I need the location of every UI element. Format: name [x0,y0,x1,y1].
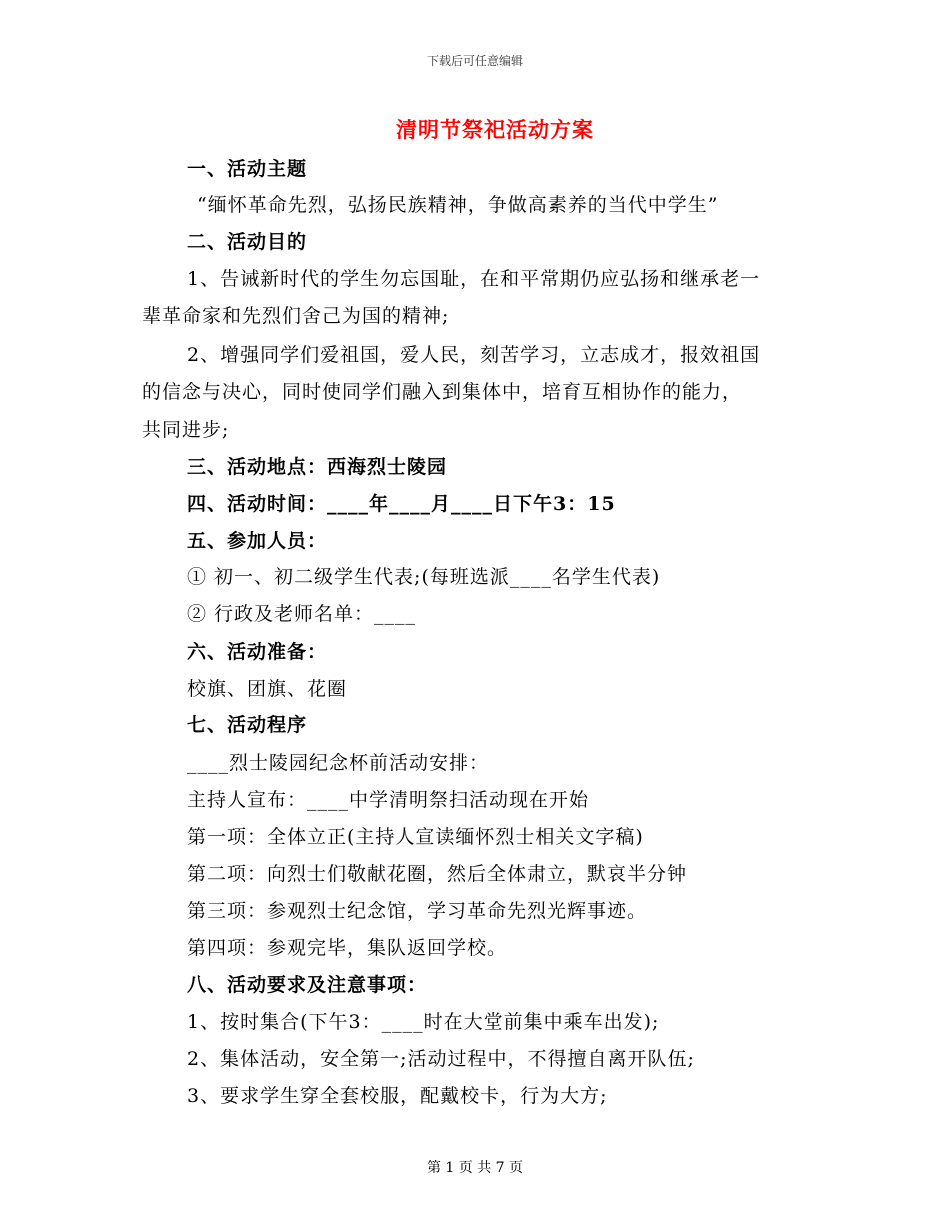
section-8-line-2: 2、集体活动，安全第一;活动过程中，不得擅自离开队伍; [187,1048,695,1070]
section-5-item-2: ② 行政及老师名单：____ [187,603,417,625]
section-3-location: 三、活动地点：西海烈士陵园 [187,456,448,478]
section-1-theme-text: “缅怀革命先烈，弘扬民族精神，争做高素养的当代中学生” [197,194,719,216]
section-6-text: 校旗、团旗、花圈 [187,678,348,700]
page-header-note: 下载后可任意编辑 [426,54,523,68]
section-7-line-1: ____烈士陵园纪念杯前活动安排： [187,752,490,774]
document-title: 清明节祭祀活动方案 [396,117,594,142]
section-1-heading: 一、活动主题 [187,158,308,180]
section-7-line-3: 第一项：全体立正(主持人宣读缅怀烈士相关文字稿) [187,826,644,848]
section-7-line-4: 第二项：向烈士们敬献花圈，然后全体肃立，默哀半分钟 [187,863,688,885]
section-7-line-5: 第三项：参观烈士纪念馆，学习革命先烈光辉事迹。 [187,900,648,922]
section-8-line-3: 3、要求学生穿全套校服，配戴校卡，行为大方; [187,1085,608,1107]
page-footer-page-number: 第 1 页 共 7 页 [426,1160,524,1176]
section-7-line-6: 第四项：参观完毕，集队返回学校。 [187,937,508,959]
section-2-para-2-line-2: 的信念与决心，同时使同学们融入到集体中，培育互相协作的能力， [142,381,743,403]
section-2-para-1-line-1: 1、告诫新时代的学生勿忘国耻，在和平常期仍应弘扬和继承老一 [187,268,761,290]
section-8-line-1: 1、按时集合(下午3：____时在大堂前集中乘车出发); [187,1011,660,1033]
section-5-item-1: ① 初一、初二级学生代表;(每班选派____名学生代表) [187,566,661,588]
section-2-para-1-line-2: 辈革命家和先烈们舍己为国的精神; [142,305,450,327]
section-4-time: 四、活动时间：____年____月____日下午3：15 [187,493,616,515]
section-7-heading: 七、活动程序 [187,714,308,736]
section-8-heading: 八、活动要求及注意事项： [187,974,428,996]
section-2-para-2-line-1: 2、增强同学们爱祖国，爱人民，刻苦学习，立志成才，报效祖国 [187,344,761,366]
section-5-heading: 五、参加人员： [187,530,328,552]
section-6-heading: 六、活动准备： [187,641,328,663]
section-7-line-2: 主持人宣布：____中学清明祭扫活动现在开始 [187,789,590,811]
section-2-para-2-line-3: 共同进步; [142,419,230,441]
section-2-heading: 二、活动目的 [187,231,308,253]
